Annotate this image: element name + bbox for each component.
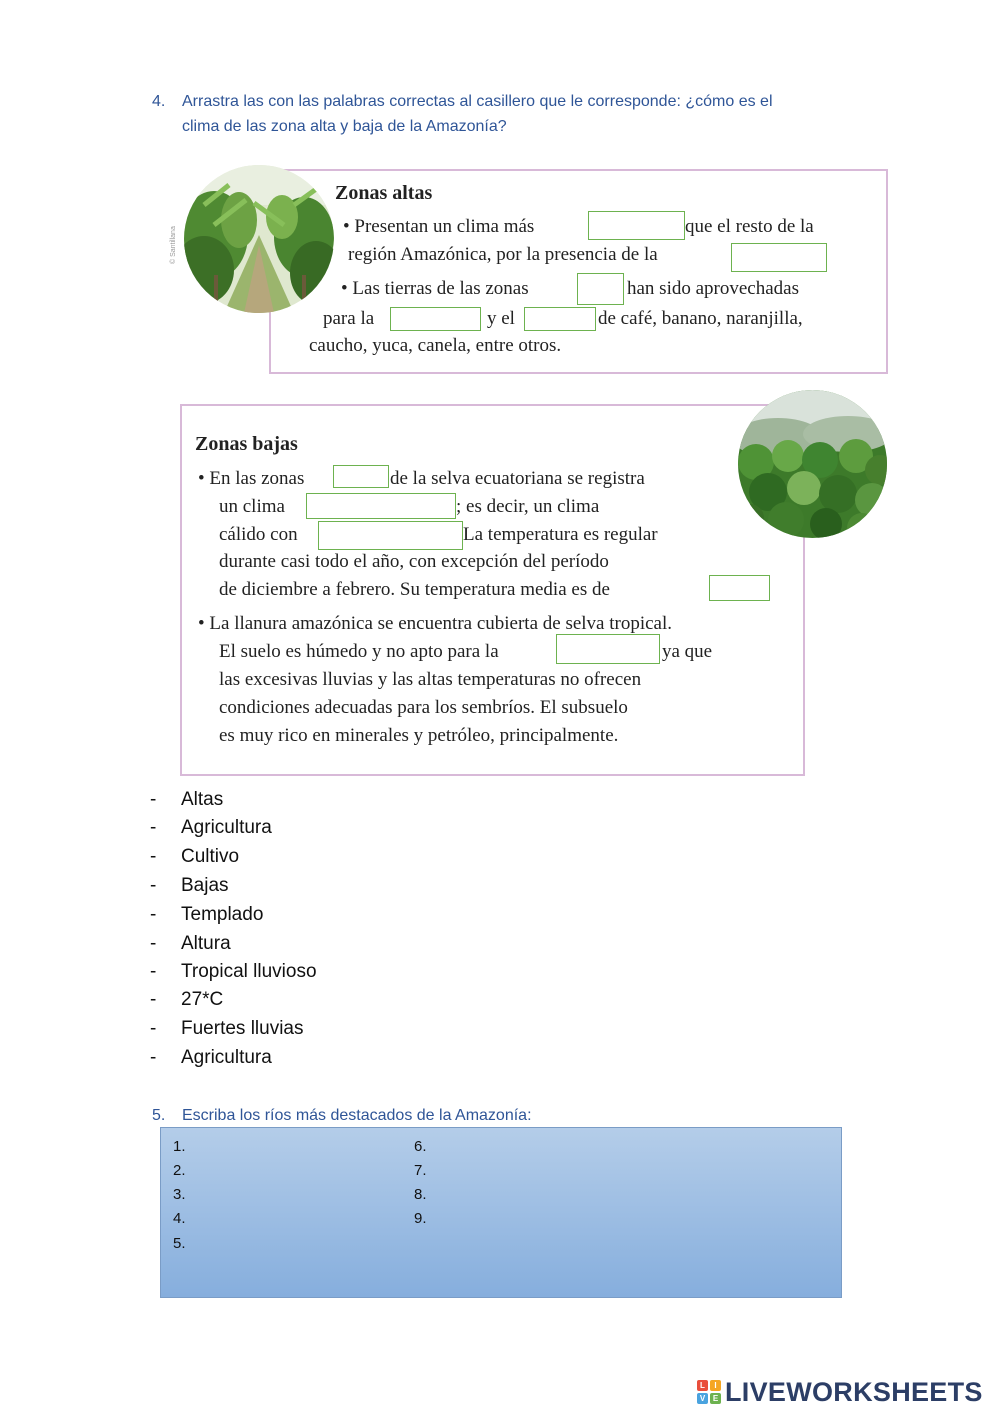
text-line: para la xyxy=(323,308,375,329)
rivers-answer-box[interactable] xyxy=(160,1127,842,1298)
drop-blank[interactable] xyxy=(333,465,389,488)
bullet-dash: - xyxy=(150,904,157,925)
text-line: • Las tierras de las zonas xyxy=(341,278,529,299)
word-label: 27*C xyxy=(181,989,224,1010)
text-line: de la selva ecuatoriana se registra xyxy=(390,468,645,489)
question-number: 5. xyxy=(152,1107,166,1124)
question-number: 4. xyxy=(152,93,166,110)
word-label: Agricultura xyxy=(181,817,272,838)
zonas-altas-box xyxy=(269,169,888,374)
text-line: • En las zonas xyxy=(198,468,305,489)
answer-number: 1. xyxy=(173,1138,186,1155)
bullet-dash: - xyxy=(150,1047,157,1068)
text-line: región Amazónica, por la presencia de la xyxy=(348,244,658,265)
word-label: Altura xyxy=(181,933,231,954)
text-line: de café, banano, naranjilla, xyxy=(598,308,803,329)
word-label: Fuertes lluvias xyxy=(181,1018,304,1039)
text-line: que el resto de la xyxy=(685,216,814,237)
drop-blank[interactable] xyxy=(577,273,624,305)
text-line: ; es decir, un clima xyxy=(456,496,600,517)
word-label: Bajas xyxy=(181,875,229,896)
text-line: durante casi todo el año, con excepción del período xyxy=(219,551,609,572)
answer-number: 6. xyxy=(414,1138,427,1155)
logo-tile: L xyxy=(697,1380,708,1391)
question-text: Escriba los ríos más destacados de la Amazonía: xyxy=(182,1107,532,1124)
text-line: las excesivas lluvias y las altas temperaturas no ofrecen xyxy=(219,669,642,690)
word-label: Cultivo xyxy=(181,846,240,867)
drop-blank[interactable] xyxy=(318,521,463,550)
word-label: Templado xyxy=(181,904,264,925)
drop-blank[interactable] xyxy=(524,307,596,331)
text-line: condiciones adecuadas para los sembríos. El subsuelo xyxy=(219,697,628,718)
zonas-bajas-title: Zonas bajas xyxy=(195,433,298,455)
bullet-dash: - xyxy=(150,961,157,982)
logo-tile: I xyxy=(710,1380,721,1391)
bullet-dash: - xyxy=(150,817,157,838)
answer-number: 7. xyxy=(414,1162,427,1179)
question-text-line2: clima de las zona alta y baja de la Amazonía? xyxy=(182,118,507,135)
word-label: Tropical lluvioso xyxy=(181,961,317,982)
word-label: Agricultura xyxy=(181,1047,272,1068)
word-label: Altas xyxy=(181,789,224,810)
answer-number: 9. xyxy=(414,1210,427,1227)
banana-plantation-photo xyxy=(184,165,334,313)
text-line: caucho, yuca, canela, entre otros. xyxy=(309,335,562,356)
drop-blank[interactable] xyxy=(556,634,660,664)
question-5 xyxy=(152,1104,852,1128)
liveworksheets-logo xyxy=(697,1377,983,1407)
answer-number: 2. xyxy=(173,1162,186,1179)
photo-credit: © Santillana xyxy=(170,226,177,264)
forest-canopy-photo xyxy=(738,390,887,538)
zonas-altas-title: Zonas altas xyxy=(335,182,433,204)
text-line: cálido con xyxy=(219,524,298,545)
answer-number: 5. xyxy=(173,1235,186,1252)
bullet-dash: - xyxy=(150,933,157,954)
answer-number: 3. xyxy=(173,1186,186,1203)
text-line: han sido aprovechadas xyxy=(627,278,799,299)
text-line: un clima xyxy=(219,496,285,517)
drop-blank[interactable] xyxy=(306,493,456,519)
question-4 xyxy=(152,90,872,138)
logo-tile: E xyxy=(710,1393,721,1404)
answer-number: 4. xyxy=(173,1210,186,1227)
drop-blank[interactable] xyxy=(709,575,770,601)
question-text-line1: Arrastra las con las palabras correctas al casillero que le corresponde: ¿cómo es el xyxy=(182,93,773,110)
answer-number: 8. xyxy=(414,1186,427,1203)
text-line: de diciembre a febrero. Su temperatura media es de xyxy=(219,579,610,600)
text-line: El suelo es húmedo y no apto para la xyxy=(219,641,499,662)
zonas-bajas-box xyxy=(180,404,805,776)
drop-blank[interactable] xyxy=(588,211,685,240)
text-line: • Presentan un clima más xyxy=(343,216,535,237)
text-line: La temperatura es regular xyxy=(463,524,658,545)
text-line: ya que xyxy=(662,641,713,662)
bullet-dash: - xyxy=(150,989,157,1010)
drop-blank[interactable] xyxy=(731,243,827,272)
text-line: y el xyxy=(487,308,515,329)
bullet-dash: - xyxy=(150,846,157,867)
bullet-dash: - xyxy=(150,789,157,810)
bullet-dash: - xyxy=(150,1018,157,1039)
text-line: • La llanura amazónica se encuentra cubierta de selva tropical. xyxy=(198,613,673,634)
logo-tile: V xyxy=(697,1393,708,1404)
logo-grid-icon xyxy=(697,1380,721,1404)
text-line: es muy rico en minerales y petróleo, principalmente. xyxy=(219,725,619,746)
drop-blank[interactable] xyxy=(390,307,481,331)
bullet-dash: - xyxy=(150,875,157,896)
brand-name: LIVEWORKSHEETS xyxy=(725,1376,983,1407)
